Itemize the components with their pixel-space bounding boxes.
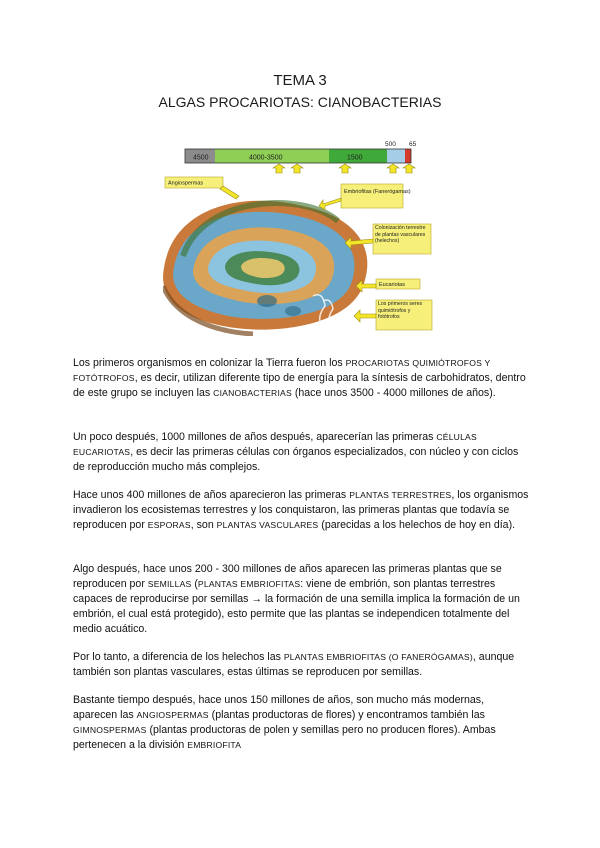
text: Algo después, hace unos 200 - 300 millones de años aparecen las primeras plantas que se reproducen por <box>73 563 502 590</box>
callout-angiospermas: Angiospermas <box>168 180 204 187</box>
spiral-illustration <box>163 201 367 334</box>
callout-eucariotas: Eucariotas <box>379 282 405 288</box>
timeline-label-1500: 1500 <box>347 154 363 162</box>
term-angiospermas: ANGIOSPERMAS <box>136 710 209 720</box>
paragraph-angiospermas <box>73 693 529 753</box>
timeline-label-500: 500 <box>385 141 396 148</box>
text: , aunque también son plantas vasculares, estas últimas se reproducen por semillas. <box>73 651 515 678</box>
text: , es decir las primeras células con órganos especializados, con núcleo y con ciclos de reproducción mucho más complejos. <box>73 446 519 473</box>
callout-embriofitas-text: Embriofitas (Fanerógamas) <box>344 189 411 195</box>
text: Por lo tanto, a diferencia de los helechos las <box>73 651 284 663</box>
term-plantas-embriofitas-fanerogamas: PLANTAS EMBRIOFITAS (O FANERÓGAMAS) <box>283 652 473 662</box>
term-semillas: SEMILLAS <box>147 579 192 589</box>
paragraph-eucariotas <box>73 430 529 475</box>
term-plantas-vasculares: PLANTAS VASCULARES <box>216 520 319 530</box>
paragraph-procariotas <box>73 356 529 401</box>
text: Bastante tiempo después, hace unos 150 millones de años, son mucho más modernas, aparecen las <box>73 694 485 721</box>
text: (plantas productoras de flores) y encontramos también las <box>208 709 485 721</box>
timeline-label-4000-3500: 4000-3500 <box>249 154 283 162</box>
text: (parecidas a los helechos de hoy en día). <box>318 519 516 531</box>
term-gimnospermas: GIMNOSPERMAS <box>73 725 147 735</box>
callout-colonizacion: Colonización terrestre de plantas vasculares (helechos) <box>375 225 426 244</box>
text: Hace unos 400 millones de años aparecieron las primeras <box>73 489 350 501</box>
timeline-up-arrows <box>273 164 415 173</box>
text: (hace unos 3500 - 4000 millones de años). <box>291 387 496 399</box>
paragraph-embriofitas <box>73 650 529 680</box>
term-embriofita: EMBRIOFITA <box>187 740 242 750</box>
text: (plantas productoras de polen y semillas pero no producen flores). Ambas pertenecen a la división <box>73 724 496 751</box>
text: ( <box>191 578 198 590</box>
text: , son <box>190 519 217 531</box>
callout-box-embriofitas <box>341 184 403 208</box>
term-cianobacterias: CIANOBACTERIAS <box>213 388 292 398</box>
geologic-time-spiral-figure <box>163 136 433 336</box>
paragraph-plantas-terrestres <box>73 488 529 533</box>
term-plantas-terrestres: PLANTAS TERRESTRES <box>349 490 452 500</box>
timeline-label-4500: 4500 <box>193 154 209 162</box>
text: : viene de embrión, son plantas terrestres capaces de reproducirse por semillas → la formación de una semilla implica la formación de un embrión, el cual está protegido), esto permite que las plantas se independicen totalmente del medio acuático. <box>73 578 520 635</box>
text: , los organismos invadieron los ecosistemas terrestres y los conquistaron, las primeras plantas que todavía se reproducen por <box>73 489 529 531</box>
text: Los primeros organismos en colonizar la Tierra fueron los <box>73 357 346 369</box>
callout-embriofitas <box>344 189 411 195</box>
timeline-label-65: 65 <box>409 141 417 148</box>
page-title: TEMA 3 <box>273 72 327 89</box>
term-plantas-embriofitas: PLANTAS EMBRIOFITAS <box>197 579 301 589</box>
term-procariotas: PROCARIOTAS QUIMIÓTROFOS Y FOTÓTROFOS <box>73 358 491 383</box>
callout-primeros-seres: Los primeros seres quimiótrofos y fotótrofos <box>378 301 423 320</box>
term-celulas-eucariotas: CÉLULAS EUCARIOTAS <box>73 432 477 457</box>
page-subtitle: ALGAS PROCARIOTAS: CIANOBACTERIAS <box>158 94 442 110</box>
text: , es decir, utilizan diferente tipo de energía para la síntesis de carbohidratos, dentro de este grupo se incluyen las <box>73 372 526 399</box>
paragraph-semillas <box>73 562 529 637</box>
timeline-segment-500 <box>387 149 405 163</box>
term-esporas: ESPORAS <box>147 520 191 530</box>
text: Un poco después, 1000 millones de años después, aparecerían las primeras <box>73 431 437 443</box>
timeline-segment-65 <box>405 149 411 163</box>
